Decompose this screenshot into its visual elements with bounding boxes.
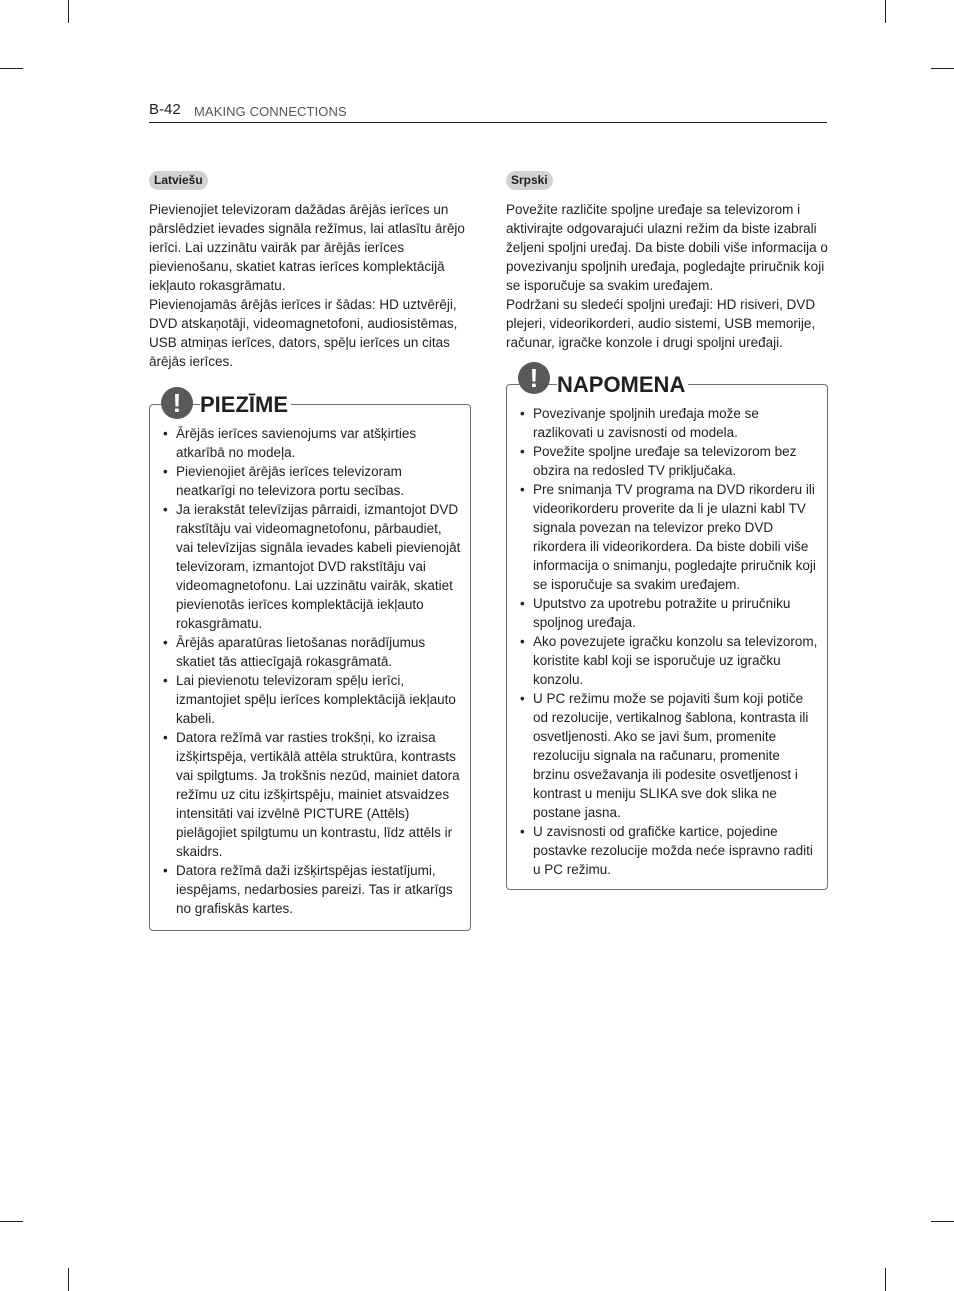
page-header bbox=[149, 100, 827, 123]
section-title: MAKING CONNECTIONS bbox=[194, 104, 347, 119]
left-column bbox=[149, 171, 471, 931]
note-item: • Ja ierakstāt televīzijas pārraidi, izmantojot DVD rakstītāju vai videomagnetofonu, pārbaudiet, vai televīzijas signāla ievades kabeli pievienojāt televizoram, izmantojot DVD rakstītāju vai videomagnetofonu. Lai uzzinātu vairāk, skatiet pievienotās ierīces komplektācijā iekļauto rokasgrāmatu. bbox=[150, 500, 462, 633]
crop-mark bbox=[0, 68, 23, 69]
note-item: • Ako povezujete igračku konzolu sa televizorom, koristite kabl koji se isporučuje uz igračku konzolu. bbox=[507, 632, 819, 689]
crop-mark bbox=[931, 68, 954, 69]
note-title: PIEZĪME bbox=[200, 392, 291, 418]
note-item: • Datora režīmā var rasties trokšņi, ko izraisa izšķirtspēja, vertikālā attēla struktūra, kontrasts vai spilgtums. Ja trokšnis nezūd, mainiet datora režīmu uz citu izšķirtspēju, mainiet atsvaidzes intensitāti vai izvēlnē PICTURE (Attēls) pielāgojiet spilgtumu un kontrastu, līdz attēls ir skaidrs. bbox=[150, 728, 462, 861]
note-list bbox=[507, 404, 819, 879]
note-title: NAPOMENA bbox=[557, 372, 688, 398]
note-item: • Uputstvo za upotrebu potražite u priručniku spoljnog uređaja. bbox=[507, 594, 819, 632]
note-item: • Lai pievienotu televizoram spēļu ierīci, izmantojiet spēļu ierīces komplektācijā iekļauto kabeli. bbox=[150, 671, 462, 728]
exclamation-icon: ! bbox=[161, 387, 193, 419]
crop-mark bbox=[0, 1221, 23, 1222]
crop-mark bbox=[68, 0, 69, 23]
crop-mark bbox=[931, 1221, 954, 1222]
exclamation-icon: ! bbox=[518, 362, 550, 394]
intro-paragraph: Pievienojiet televizoram dažādas ārējās ierīces un pārslēdziet ievades signāla režīmus, lai atlasītu ārējo ierīci. Lai uzzinātu vairāk par ārējās ierīces pievienošanu, skatiet katras ierīces komplektācijā iekļauto rokasgrāmatu. bbox=[149, 202, 465, 293]
note-item: • Ārējās aparatūras lietošanas norādījumus skatiet tās attiecīgajā rokasgrāmatā. bbox=[150, 633, 462, 671]
crop-mark bbox=[885, 0, 886, 23]
crop-mark bbox=[68, 1268, 69, 1291]
note-box bbox=[506, 384, 828, 890]
note-item: • Pievienojiet ārējās ierīces televizoram neatkarīgi no televizora portu secības. bbox=[150, 462, 462, 500]
note-section bbox=[149, 387, 471, 931]
intro-paragraph: Pievienojamās ārējās ierīces ir šādas: HD uztvērēji, DVD atskaņotāji, videomagnetofoni, audiosistēmas, USB atmiņas ierīces, dators, spēļu ierīces un citas ārējās ierīces. bbox=[149, 297, 458, 369]
note-section bbox=[506, 362, 828, 890]
intro-paragraph: Podržani su sledeći spoljni uređaji: HD risiveri, DVD plejeri, videorikorderi, audio sistemi, USB memorije, računar, igračke konzole i drugi spoljni uređaji. bbox=[506, 297, 816, 350]
intro-text bbox=[506, 200, 828, 352]
note-item: • Ārējās ierīces savienojums var atšķirties atkarībā no modeļa. bbox=[150, 424, 462, 462]
note-list bbox=[150, 424, 462, 918]
language-badge: Srpski bbox=[506, 171, 553, 190]
crop-mark bbox=[885, 1268, 886, 1291]
intro-paragraph: Povežite različite spoljne uređaje sa televizorom i aktivirajte odgovarajući ulazni režim da biste izabrali željeni spoljni uređaj. Da biste dobili više informacija o povezivanju spoljnih uređaja, pogledajte priručnik koji se isporučuje sa svakim uređajem. bbox=[506, 202, 828, 293]
page-number: B-42 bbox=[149, 101, 181, 118]
note-heading bbox=[518, 362, 818, 406]
intro-text bbox=[149, 200, 471, 371]
note-item: • Datora režīmā daži izšķirtspējas iestatījumi, iespējams, nedarbosies pareizi. Tas ir atkarīgs no grafiskās kartes. bbox=[150, 861, 462, 918]
right-column bbox=[506, 171, 828, 890]
note-item: • U zavisnosti od grafičke kartice, pojedine postavke rezolucije možda neće ispravno raditi u PC režimu. bbox=[507, 822, 819, 879]
note-box bbox=[149, 404, 471, 931]
note-item: • Povežite spoljne uređaje sa televizorom bez obzira na redosled TV priključaka. bbox=[507, 442, 819, 480]
note-item: • U PC režimu može se pojaviti šum koji potiče od rezolucije, vertikalnog šablona, kontrasta ili osvetljenosti. Ako se javi šum, promenite rezoluciju signala na računaru, promenite brzinu osvežavanja ili podesite osvetljenost i kontrast u meniju SLIKA sve dok slika ne postane jasna. bbox=[507, 689, 819, 822]
language-badge: Latviešu bbox=[149, 171, 208, 190]
note-item: • Pre snimanja TV programa na DVD rikorderu ili videorikorderu proverite da li je ulazni kabl TV signala povezan na televizor preko DVD rikordera ili videorikordera. Da biste dobili više informacija o snimanju, pogledajte priručnik koji se isporučuje sa svakim uređajem. bbox=[507, 480, 819, 594]
note-item: • Povezivanje spoljnih uređaja može se razlikovati u zavisnosti od modela. bbox=[507, 404, 819, 442]
